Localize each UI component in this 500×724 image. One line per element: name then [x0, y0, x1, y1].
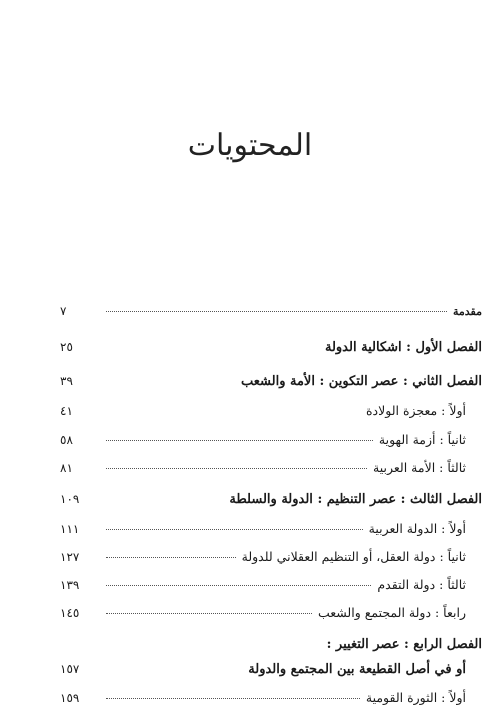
toc-entry-introduction	[60, 304, 482, 328]
page-title: المحتويات	[187, 128, 313, 163]
toc-page-number: ١٥٩	[60, 691, 80, 705]
toc-entry-section	[60, 521, 482, 545]
toc-entry-section	[60, 690, 482, 714]
dot-leader	[106, 440, 373, 441]
dot-leader	[106, 613, 312, 614]
toc-page-number: ٤١	[60, 404, 73, 418]
toc-entry-label: الفصل الثاني : عصر التكوين : الأمة والشعب	[240, 374, 482, 389]
toc-entry-label: رابعاً : دولة المجتمع والشعب	[317, 605, 466, 620]
toc-page-number: ١٥٧	[60, 662, 80, 676]
toc-entry-chapter-4-subtitle	[60, 662, 482, 686]
toc-entry-section	[60, 605, 482, 629]
toc-entry-label: أولاً : الدولة العربية	[368, 521, 466, 536]
toc-entry-chapter-3	[60, 492, 482, 516]
toc-entry-chapter-2	[60, 374, 482, 398]
toc-entry-label: الفصل الرابع : عصر التغيير :	[326, 637, 482, 652]
toc-page-number: ١٤٥	[60, 606, 80, 620]
toc-page-number: ١٣٩	[60, 578, 80, 592]
toc-entry-label: أولاً : الثورة القومية	[365, 690, 466, 705]
toc-page-number: ١٠٩	[60, 492, 80, 506]
toc-page-number: ٢٥	[60, 340, 73, 354]
dot-leader	[106, 557, 236, 558]
toc-entry-label: الفصل الثالث : عصر التنظيم : الدولة والسلطة	[229, 492, 482, 507]
toc-page-number: ١١١	[60, 522, 80, 536]
toc-entry-section	[60, 432, 482, 456]
toc-page-number: ٥٨	[60, 433, 73, 447]
toc-page-number: ٨١	[60, 461, 73, 475]
dot-leader	[106, 698, 360, 699]
toc-entry-label: مقدمة	[452, 305, 482, 318]
dot-leader	[106, 529, 363, 530]
toc-entry-label: ثانياً : دولة العقل، أو التنظيم العقلاني للدولة	[241, 549, 466, 564]
dot-leader	[106, 311, 447, 312]
toc-entry-label: الفصل الأول : اشكالية الدولة	[324, 340, 482, 355]
toc-entry-label: أولاً : معجزة الولادة	[366, 403, 466, 418]
toc-entry-label: ثالثاً : الأمة العربية	[373, 460, 466, 475]
toc-entry-label: أو في أصل القطيعة بين المجتمع والدولة	[248, 662, 466, 677]
toc-entry-chapter-1	[60, 340, 482, 364]
dot-leader	[106, 468, 367, 469]
toc-entry-section	[60, 403, 482, 427]
toc-entry-section	[60, 460, 482, 484]
toc-entry-label: ثالثاً : دولة التقدم	[377, 577, 466, 592]
toc-entry-label: ثانياً : أزمة الهوية	[378, 432, 466, 447]
toc-entry-chapter-4	[60, 637, 482, 661]
toc-page-number: ١٢٧	[60, 550, 80, 564]
toc-entry-section	[60, 549, 482, 573]
dot-leader	[106, 585, 371, 586]
toc-entry-section	[60, 577, 482, 601]
toc-page-number: ٧	[60, 304, 67, 318]
toc-page-number: ٣٩	[60, 374, 73, 388]
